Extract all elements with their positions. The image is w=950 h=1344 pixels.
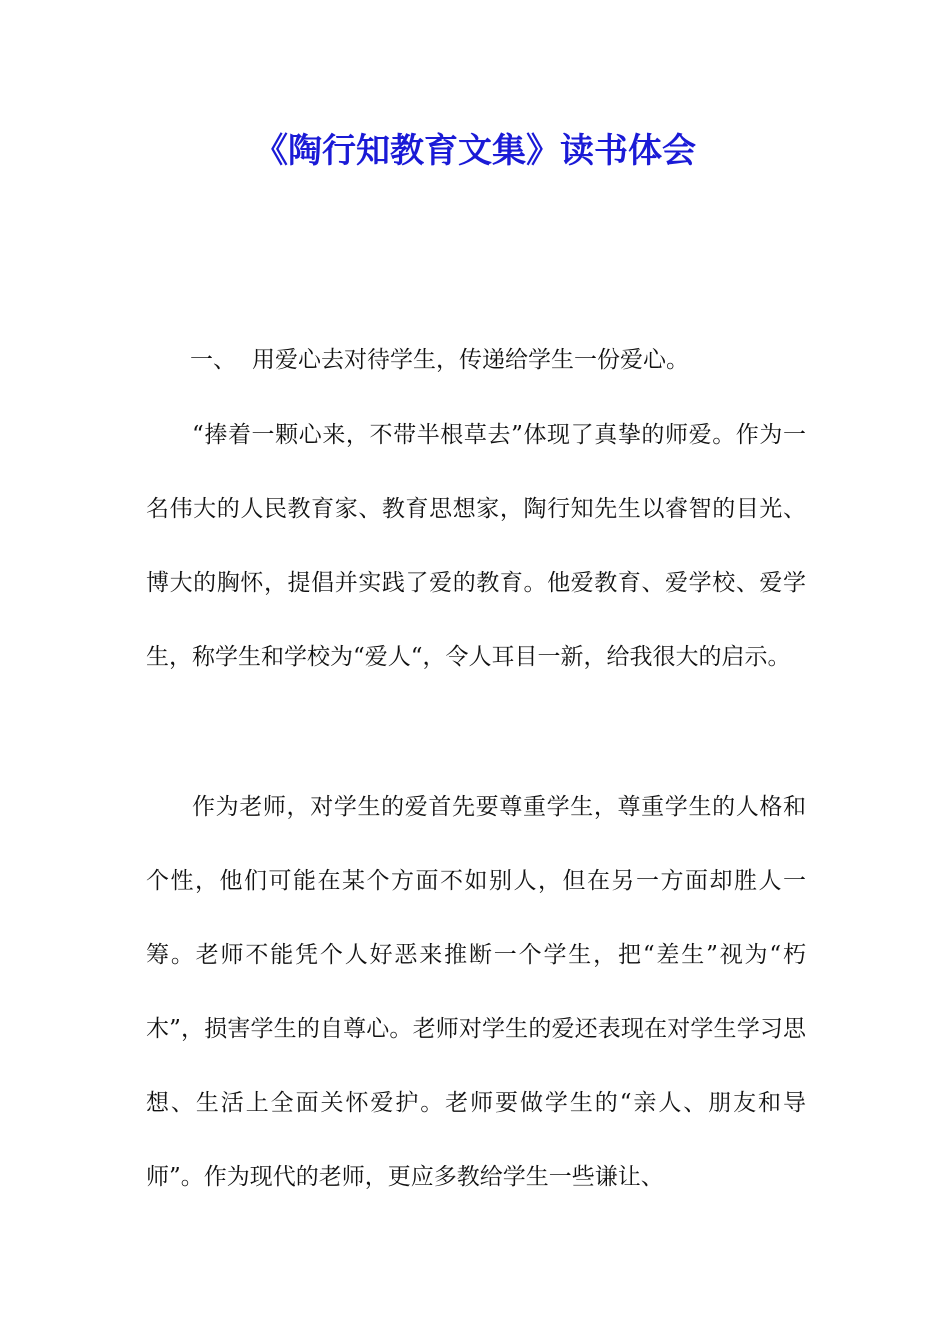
paragraph-1: “捧着一颗心来，不带半根草去”体现了真挚的师爱。作为一名伟大的人民教育家、教育思想家，陶行知先生以睿智的目光、博大的胸怀，提倡并实践了爱的教育。他爱教育、爱学校、爱学生，称学生和学校为“爱人“，令人耳目一新，给我很大的启示。 xyxy=(146,422,806,670)
section-heading xyxy=(146,343,806,377)
paragraph-2: 作为老师，对学生的爱首先要尊重学生，尊重学生的人格和个性，他们可能在某个方面不如别人，但在另一方面却胜人一筹。老师不能凭个人好恶来推断一个学生，把“差生”视为“朽木”，损害学生的自尊心。老师对学生的爱还表现在对学生学习思想、生活上全面关怀爱护。老师要做学生的“亲人、朋友和导师”。作为现代的老师，更应多教给学生一些谦让、 xyxy=(146,794,806,1190)
section-number: 一、 xyxy=(190,347,236,373)
document-title: 《陶行知教育文集》读书体会 xyxy=(254,131,696,171)
section-heading-text: 用爱心去对待学生，传递给学生一份爱心。 xyxy=(252,347,689,373)
